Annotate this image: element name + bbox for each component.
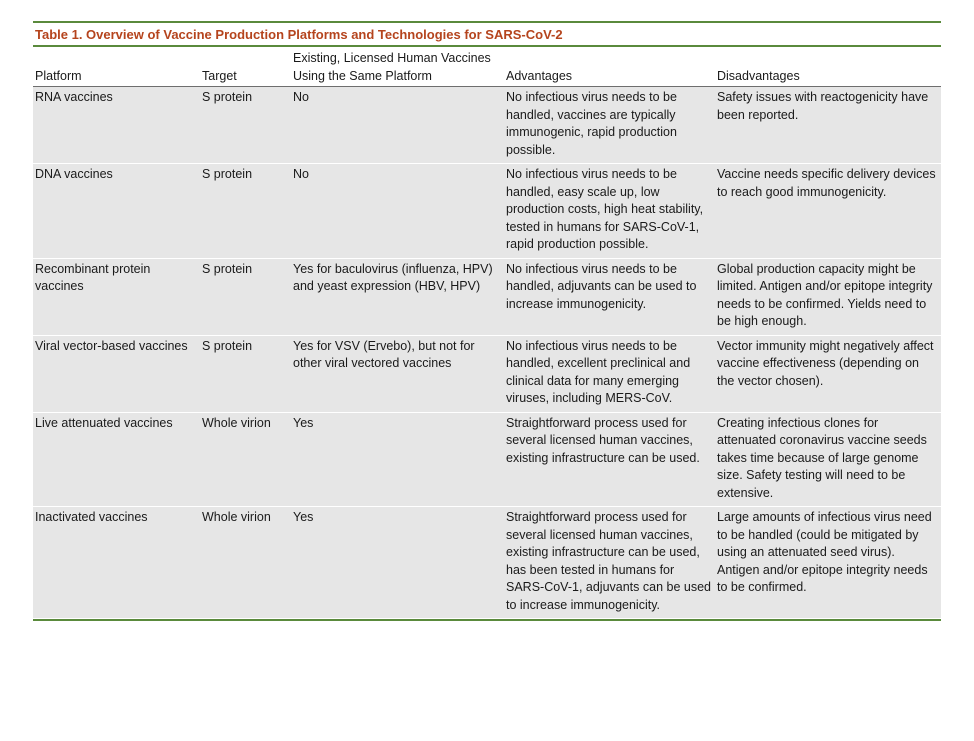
- cell-disadvantages: Vector immunity might negatively affect vaccine effectiveness (depending on the vector chosen).: [717, 338, 934, 388]
- cell-target: S protein: [202, 338, 253, 353]
- cell-platform: Recombinant protein vaccines: [35, 261, 151, 293]
- cell-platform: Viral vector-based vaccines: [35, 338, 188, 353]
- cell-platform: RNA vaccines: [35, 90, 113, 104]
- table-row: [33, 412, 941, 507]
- cell-target: S protein: [202, 90, 253, 104]
- header-platform: Platform: [33, 47, 200, 87]
- header-disadvantages: Disadvantages: [715, 47, 941, 87]
- cell-existing: Yes: [293, 415, 314, 430]
- table-header: [33, 47, 941, 87]
- cell-disadvantages: Safety issues with reactogenicity have been reported.: [717, 90, 929, 122]
- table-body: [33, 87, 941, 619]
- cell-target: S protein: [202, 261, 253, 276]
- cell-disadvantages: Vaccine needs specific delivery devices to reach good immunogenicity.: [717, 167, 936, 199]
- cell-advantages: No infectious virus needs to be handled, easy scale up, low production costs, high heat stability, tested in humans for SARS-CoV-1, rapid production possible.: [506, 167, 704, 251]
- cell-target: S protein: [202, 167, 253, 181]
- vaccine-platforms-table: [33, 21, 941, 621]
- table-row: [33, 258, 941, 335]
- header-target: Target: [200, 47, 291, 87]
- table-row: [33, 335, 941, 412]
- bottom-rule: [33, 619, 941, 621]
- cell-platform: Inactivated vaccines: [35, 510, 148, 524]
- table-title: Table 1. Overview of Vaccine Production Platforms and Technologies for SARS-CoV-2: [35, 27, 563, 42]
- cell-target: Whole virion: [202, 415, 271, 430]
- header-row: [33, 47, 941, 87]
- cell-platform: DNA vaccines: [35, 167, 113, 181]
- cell-disadvantages: Creating infectious clones for attenuated coronavirus vaccine seeds takes time because of large genome size. Safety testing will need to be extensive.: [717, 415, 927, 500]
- cell-disadvantages: Large amounts of infectious virus need to be handled (could be mitigated by using an attenuated seed virus). Antigen and/or epitope integrity needs to be confirmed.: [717, 510, 932, 594]
- cell-target: Whole virion: [202, 510, 271, 524]
- cell-existing: No: [293, 90, 309, 104]
- cell-disadvantages: Global production capacity might be limited. Antigen and/or epitope integrity needs to be confirmed. Yields need to be high enough.: [717, 261, 933, 328]
- cell-advantages: Straightforward process used for several licensed human vaccines, existing infrastructure can be used.: [506, 415, 700, 465]
- header-existing: Existing, Licensed Human Vaccines Using the Same Platform: [291, 47, 504, 87]
- header-advantages: Advantages: [504, 47, 715, 87]
- table-row: [33, 87, 941, 164]
- cell-advantages: No infectious virus needs to be handled, adjuvants can be used to increase immunogenicity.: [506, 261, 697, 311]
- cell-advantages: No infectious virus needs to be handled, vaccines are typically immunogenic, rapid production possible.: [506, 90, 677, 157]
- cell-advantages: No infectious virus needs to be handled, excellent preclinical and clinical data for many emerging viruses, including MERS-CoV.: [506, 338, 691, 405]
- cell-existing: No: [293, 167, 309, 181]
- table-row: [33, 507, 941, 619]
- cell-advantages: Straightforward process used for several licensed human vaccines, existing infrastructure can be used, has been tested in humans for SARS-CoV-1, adjuvants can be used to increase immunogenicity.: [506, 510, 711, 612]
- cell-platform: Live attenuated vaccines: [35, 415, 173, 430]
- cell-existing: Yes: [293, 510, 314, 524]
- cell-existing: Yes for VSV (Ervebo), but not for other viral vectored vaccines: [293, 338, 475, 370]
- table-row: [33, 164, 941, 259]
- data-table: [33, 47, 941, 619]
- cell-existing: Yes for baculovirus (influenza, HPV) and yeast expression (HBV, HPV): [293, 261, 493, 293]
